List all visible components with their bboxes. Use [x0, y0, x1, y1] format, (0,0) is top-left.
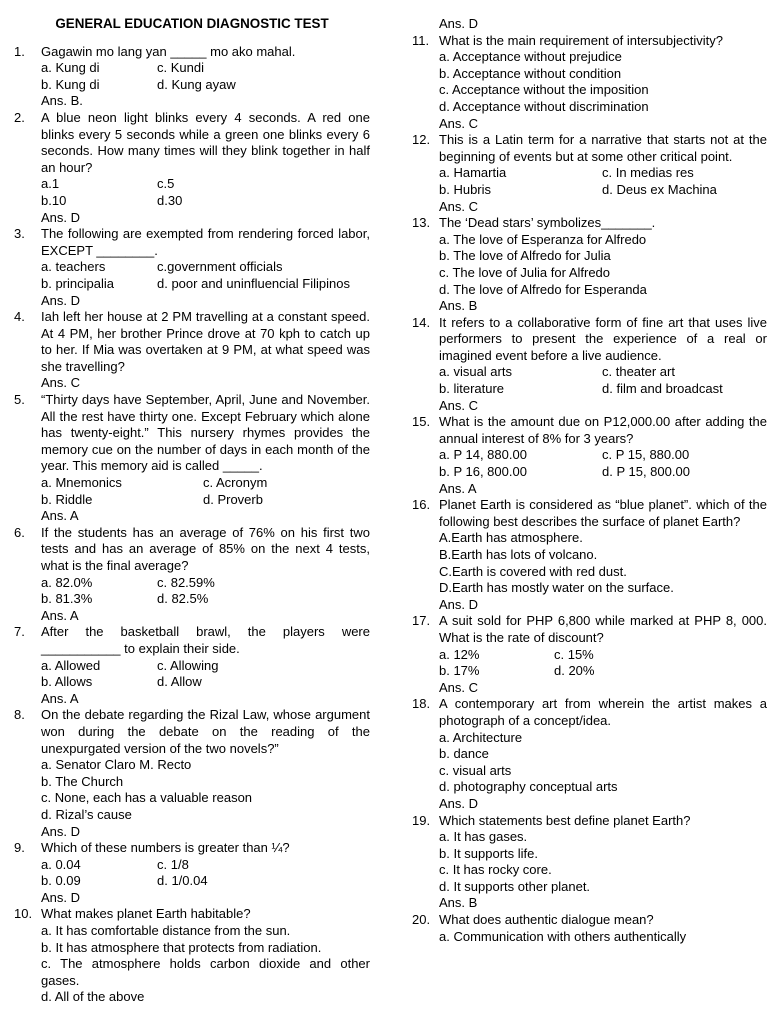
options — [439, 647, 767, 680]
question-16 — [412, 497, 767, 613]
option-a: a. teachers — [41, 259, 106, 275]
question-number: 13. — [412, 215, 431, 231]
option-c: c. 82.59% — [157, 574, 215, 590]
option-c: c. Acronym — [203, 475, 268, 491]
left-column — [14, 16, 370, 1006]
option-c: c. Allowing — [157, 657, 219, 673]
option-c: c. 15% — [554, 646, 594, 662]
options — [41, 475, 370, 508]
option-d: d. The love of Alfredo for Esperanda — [439, 281, 647, 297]
question-number: 18. — [412, 696, 431, 712]
question-number: 8. — [14, 707, 25, 723]
option-b: b. literature — [439, 381, 505, 397]
option-d: d. Deus ex Machina — [602, 181, 717, 197]
question-stem: A contemporary art from wherein the artist makes a photograph of a concept/idea. — [439, 696, 767, 728]
option-b: b. principalia — [41, 275, 114, 291]
option-a: a. Acceptance without prejudice — [439, 49, 622, 65]
question-stem: A blue neon light blinks every 4 seconds. A red one blinks every 5 seconds while a green one blinks every 6 seconds. How many times will they blink together in half an hour? — [41, 109, 370, 175]
option-d: d. All of the above — [41, 989, 145, 1005]
answer: Ans. D — [41, 292, 81, 308]
option-d: d. P 15, 800.00 — [602, 464, 690, 480]
options — [439, 447, 767, 480]
option-d: d. It supports other planet. — [439, 878, 591, 894]
question-number: 3. — [14, 226, 25, 242]
answer: Ans. D — [41, 889, 81, 905]
option-d: d. Acceptance without discrimination — [439, 98, 649, 114]
option-d: d. Rizal’s cause — [41, 806, 132, 822]
option-c: c. visual arts — [439, 762, 512, 778]
question-stem: What does authentic dialogue mean? — [439, 912, 654, 928]
option-c: c. The atmosphere holds carbon dioxide and other gases. — [41, 956, 370, 988]
answer: Ans. A — [41, 690, 79, 706]
question-3 — [14, 226, 370, 309]
question-stem: On the debate regarding the Rizal Law, whose argument won during the debate on the reading of the unexpurgated version of the two novels?” — [41, 707, 370, 756]
question-stem: Gagawin mo lang yan _____ mo ako mahal. — [41, 43, 296, 59]
question-17 — [412, 613, 767, 696]
question-7 — [14, 624, 370, 707]
question-number: 2. — [14, 109, 25, 125]
question-14 — [412, 315, 767, 415]
question-2 — [14, 110, 370, 226]
option-c: c. 1/8 — [157, 856, 189, 872]
option-c: c. It has rocky core. — [439, 862, 552, 878]
answer: Ans. A — [439, 480, 477, 496]
options — [439, 165, 767, 198]
question-number: 15. — [412, 414, 431, 430]
answer: Ans. D — [439, 596, 479, 612]
option-d: D.Earth has mostly water on the surface. — [439, 580, 674, 596]
options — [41, 259, 370, 292]
option-c: c. P 15, 880.00 — [602, 447, 690, 463]
answer: Ans. C — [439, 198, 479, 214]
option-a: a. Architecture — [439, 729, 523, 745]
option-c: c.5 — [157, 176, 175, 192]
options — [41, 60, 370, 93]
option-b: b. The Church — [41, 773, 124, 789]
option-d: d. photography conceptual arts — [439, 779, 618, 795]
question-stem: What is the amount due on P12,000.00 after adding the annual interest of 8% for 3 years? — [439, 414, 767, 446]
question-20 — [412, 912, 767, 945]
option-c: c. Acceptance without the imposition — [439, 82, 649, 98]
option-b: B.Earth has lots of volcano. — [439, 547, 598, 562]
question-stem: Planet Earth is considered as “blue planet”. which of the following best describes the surface of planet Earth? — [439, 497, 767, 529]
question-number: 1. — [14, 43, 25, 59]
question-stem: The ‘Dead stars’ symbolizes_______. — [439, 215, 656, 231]
option-d: d. 82.5% — [157, 591, 209, 607]
option-a: a.1 — [41, 176, 60, 192]
option-d: d. Allow — [157, 674, 202, 690]
option-b: b. 0.09 — [41, 873, 81, 889]
answer: Ans. D — [41, 823, 81, 839]
answer: Ans. B — [439, 298, 478, 314]
question-number: 5. — [14, 392, 25, 408]
question-8 — [14, 707, 370, 840]
question-stem: What is the main requirement of intersubjectivity? — [439, 32, 723, 48]
question-stem: After the basketball brawl, the players were ___________ to explain their side. — [41, 624, 370, 656]
option-b: b. P 16, 800.00 — [439, 464, 527, 480]
question-stem: Which of these numbers is greater than ¼? — [41, 840, 290, 856]
option-b: b. Allows — [41, 674, 93, 690]
option-c: C.Earth is covered with red dust. — [439, 563, 627, 579]
question-number: 4. — [14, 309, 25, 325]
question-number: 14. — [412, 314, 431, 330]
option-a: a. 82.0% — [41, 574, 93, 590]
option-d: d. Proverb — [203, 491, 263, 507]
answer: Ans. D — [439, 16, 479, 31]
option-a: a. Kung di — [41, 60, 100, 76]
options — [41, 857, 370, 890]
question-number: 10. — [14, 906, 33, 922]
option-c: c. In medias res — [602, 165, 694, 181]
question-stem: If the students has an average of 76% on his first two tests and has an average of 85% on the next 4 tests, what is the final average? — [41, 524, 370, 573]
option-a: a. visual arts — [439, 364, 512, 380]
option-a: a. The love of Esperanza for Alfredo — [439, 231, 647, 247]
option-b: b. Acceptance without condition — [439, 65, 622, 81]
question-12 — [412, 132, 767, 215]
question-stem: This is a Latin term for a narrative that starts not at the beginning of events but at some other critical point. — [439, 132, 767, 164]
question-9 — [14, 840, 370, 906]
option-a: a. Senator Claro M. Recto — [41, 757, 192, 773]
option-b: b. The love of Alfredo for Julia — [439, 248, 611, 264]
option-b: b. Kung di — [41, 76, 100, 92]
option-c: c. None, each has a valuable reason — [41, 790, 253, 806]
option-a: a. It has gases. — [439, 829, 528, 845]
answer: Ans. C — [41, 375, 81, 391]
question-11 — [412, 33, 767, 133]
question-number: 6. — [14, 524, 25, 540]
option-b: b.10 — [41, 192, 67, 208]
question-number: 11. — [412, 32, 430, 48]
option-d: d. film and broadcast — [602, 381, 723, 397]
option-b: b. Riddle — [41, 491, 93, 507]
question-13 — [412, 215, 767, 315]
option-c: c. theater art — [602, 364, 675, 380]
option-a: a. P 14, 880.00 — [439, 447, 527, 463]
answer: Ans. A — [41, 508, 79, 524]
option-a: a. 12% — [439, 646, 480, 662]
question-number: 12. — [412, 132, 431, 148]
answer: Ans. D — [41, 209, 81, 225]
question-1 — [14, 44, 370, 110]
option-b: b. It has atmosphere that protects from radiation. — [41, 939, 322, 955]
options — [41, 658, 370, 691]
question-4 — [14, 309, 370, 392]
question-stem: “Thirty days have September, April, June and November. All the rest have thirty one. Except February which alone has twenty-eight.” This nursery rhymes provides the memory cue on the number of days in each month of the year. This memory aid is called _____. — [41, 392, 370, 474]
question-stem: A suit sold for PHP 6,800 while marked at PHP 8, 000. What is the rate of discount? — [439, 613, 767, 645]
question-19 — [412, 813, 767, 913]
option-a: a. Hamartia — [439, 165, 507, 181]
option-d: d. 20% — [554, 663, 595, 679]
question-stem: Iah left her house at 2 PM travelling at a constant speed. At 4 PM, her brother Prince drove at 70 kph to catch up to her. If Mia was overtaken at 9 PM, at what speed was she travelling? — [41, 309, 370, 374]
question-number: 20. — [412, 912, 431, 928]
option-b: b. dance — [439, 746, 489, 762]
right-column — [412, 16, 767, 945]
option-b: b. 81.3% — [41, 591, 93, 607]
question-18 — [412, 696, 767, 812]
option-d: d. Kung ayaw — [157, 76, 236, 92]
question-6 — [14, 525, 370, 625]
option-b: b. Hubris — [439, 181, 492, 197]
question-number: 16. — [412, 497, 431, 513]
answer: Ans. B — [439, 895, 478, 911]
question-stem: What makes planet Earth habitable? — [41, 906, 251, 922]
option-d: d.30 — [157, 192, 183, 208]
question-15 — [412, 414, 767, 497]
question-number: 9. — [14, 840, 25, 856]
option-c: c. Kundi — [157, 60, 204, 76]
answer: Ans. D — [439, 795, 479, 811]
option-a: a. It has comfortable distance from the sun. — [41, 923, 291, 939]
option-c: c.government officials — [157, 259, 283, 275]
answer: Ans. A — [41, 607, 79, 623]
option-d: d. poor and uninfluencial Filipinos — [157, 275, 350, 291]
option-d: d. 1/0.04 — [157, 873, 208, 889]
question-stem: The following are exempted from rendering forced labor, EXCEPT ________. — [41, 226, 370, 258]
option-c: c. The love of Julia for Alfredo — [439, 264, 611, 280]
option-a: a. Allowed — [41, 657, 101, 673]
question-10 — [14, 906, 370, 1006]
option-a: A.Earth has atmosphere. — [439, 530, 583, 546]
question-stem: Which statements best define planet Earth? — [439, 812, 691, 828]
options — [41, 176, 370, 209]
question-5 — [14, 392, 370, 525]
option-a: a. 0.04 — [41, 856, 81, 872]
option-b: b. 17% — [439, 663, 480, 679]
answer-continued — [412, 16, 767, 33]
question-number: 7. — [14, 624, 25, 640]
options — [41, 575, 370, 608]
answer: Ans. C — [439, 679, 479, 695]
options — [439, 364, 767, 397]
option-a: a. Communication with others authentically — [439, 928, 687, 944]
answer: Ans. C — [439, 397, 479, 413]
option-b: b. It supports life. — [439, 845, 538, 861]
option-a: a. Mnemonics — [41, 475, 122, 491]
answer: Ans. C — [439, 115, 479, 131]
question-number: 19. — [412, 812, 431, 828]
question-stem: It refers to a collaborative form of fine art that uses live performers to present the experience of a real or imagined event before a live audience. — [439, 314, 767, 363]
page-title: GENERAL EDUCATION DIAGNOSTIC TEST — [55, 16, 329, 31]
answer: Ans. B. — [41, 93, 83, 109]
question-number: 17. — [412, 613, 431, 629]
